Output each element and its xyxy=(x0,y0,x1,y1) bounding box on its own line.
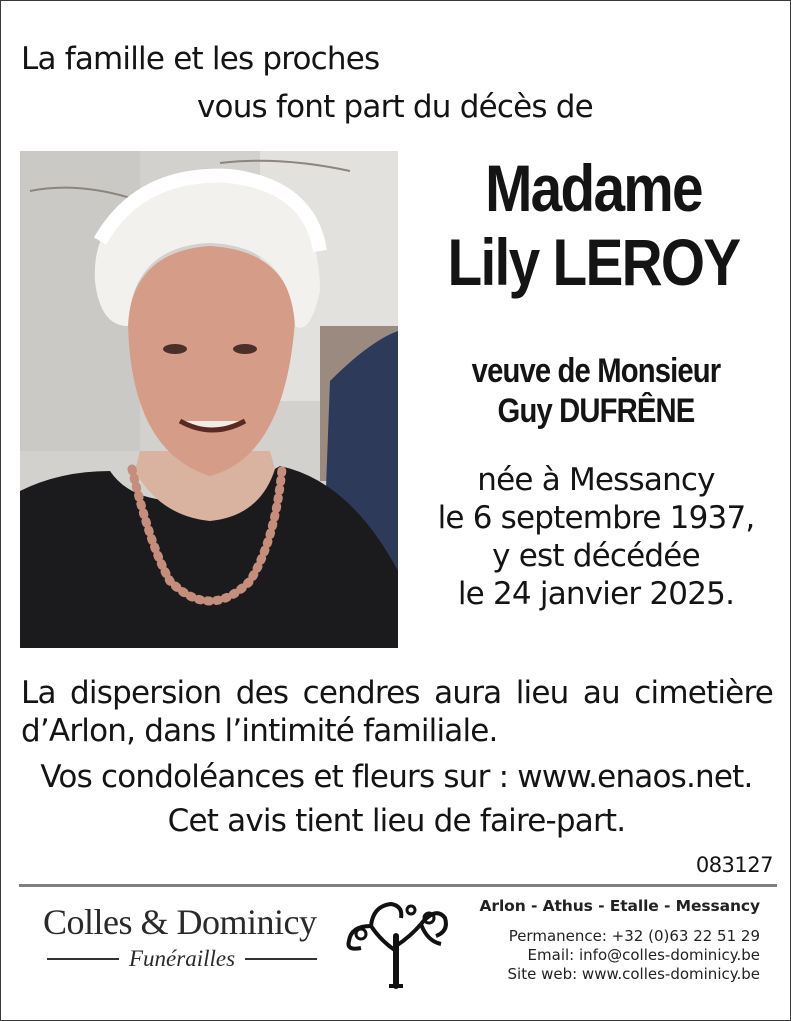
reference-number: 083127 xyxy=(695,853,773,877)
divider xyxy=(19,884,777,887)
notice-text: Cet avis tient lieu de faire-part. xyxy=(167,803,626,839)
death-place: y est décédée xyxy=(492,538,700,574)
ceremony-line-2: d’Arlon, dans l’intimité familiale. xyxy=(21,713,498,749)
funeral-home-subtitle-row xyxy=(47,946,317,972)
portrait-photo xyxy=(20,151,398,648)
tree-logo-icon xyxy=(341,896,451,991)
condolences-text: Vos condoléances et fleurs sur : www.enaos.net. xyxy=(40,759,753,795)
dates-block xyxy=(421,461,771,613)
funeral-home-website: Site web: www.colles-dominicy.be xyxy=(507,965,760,983)
spouse-line-2: Guy DUFRÊNE xyxy=(497,392,695,430)
spouse-line-1: veuve de Monsieur xyxy=(471,352,721,390)
contact-block xyxy=(480,897,760,984)
subtitle-dash-right xyxy=(245,958,317,960)
portrait-illustration xyxy=(20,151,398,648)
ceremony-text xyxy=(21,674,773,750)
ceremony-line-1: La dispersion des cendres aura lieu au cimetière xyxy=(21,675,773,711)
birth-date: le 6 septembre 1937, xyxy=(437,500,755,536)
funeral-home-towns: Arlon - Athus - Etalle - Messancy xyxy=(479,897,760,915)
intro-line-2: vous font part du décès de xyxy=(197,89,593,125)
funeral-home-name: Colles & Dominicy xyxy=(43,902,317,942)
deceased-name-block xyxy=(406,151,781,299)
birth-place: née à Messancy xyxy=(477,462,715,498)
spouse-block xyxy=(421,351,771,431)
subtitle-dash-left xyxy=(47,958,119,960)
deceased-title: Madame xyxy=(485,151,702,225)
deceased-name: Lily LEROY xyxy=(447,225,740,299)
intro-line-1: La famille et les proches xyxy=(21,41,380,77)
death-date: le 24 janvier 2025. xyxy=(457,576,735,612)
funeral-home-email: Email: info@colles-dominicy.be xyxy=(527,946,760,964)
funeral-home-phone: Permanence: +32 (0)63 22 51 29 xyxy=(508,927,760,945)
funeral-home-subtitle: Funérailles xyxy=(128,946,236,971)
